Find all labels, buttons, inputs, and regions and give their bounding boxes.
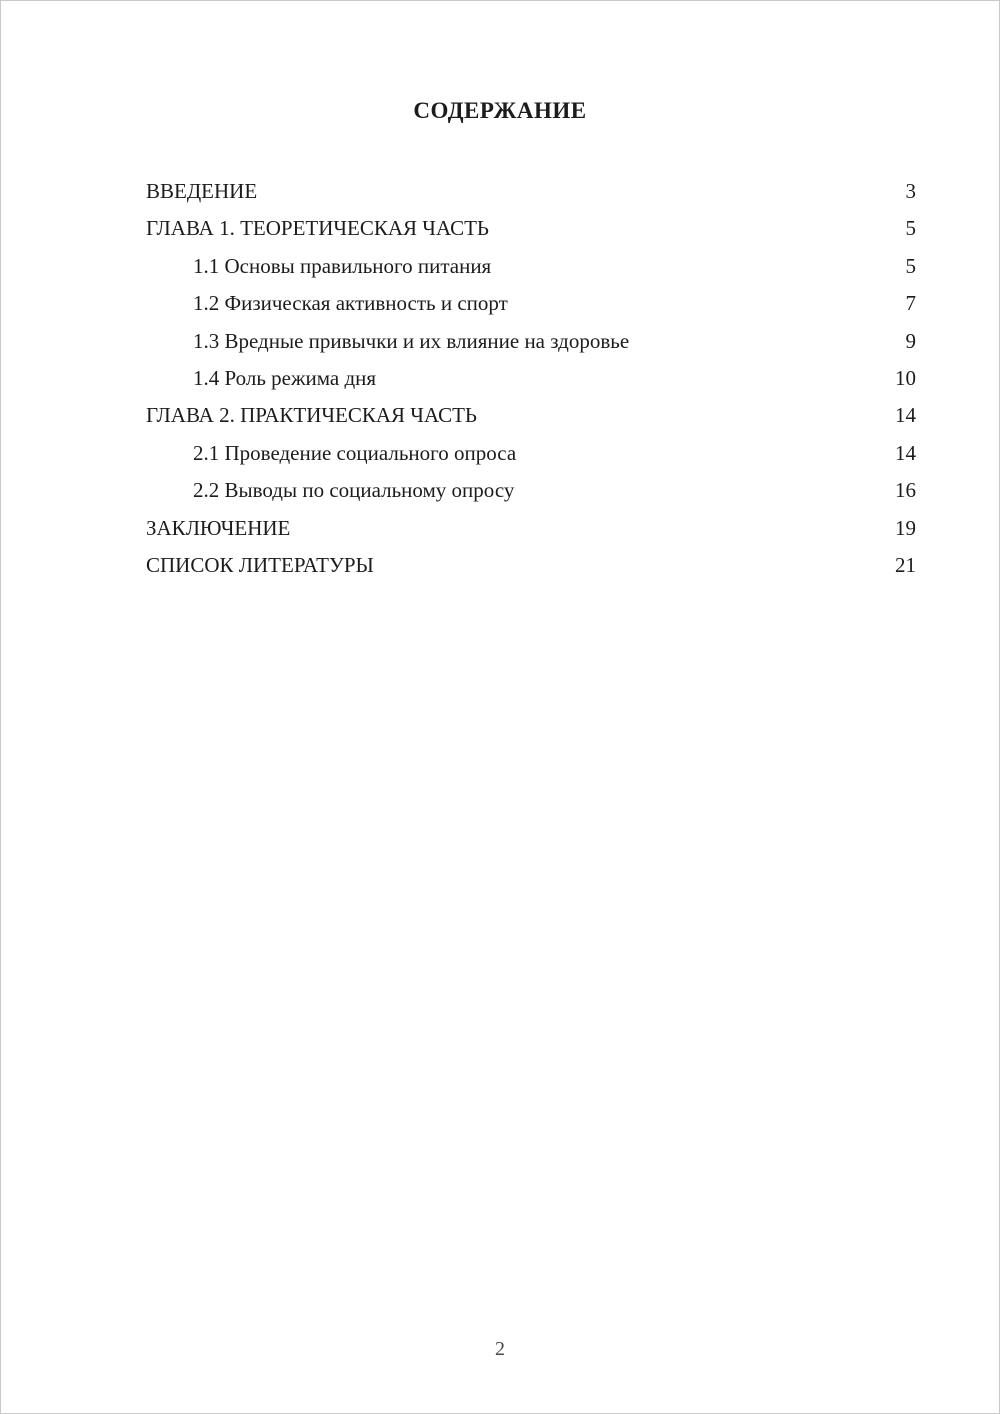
toc-entry-label: 1.1 Основы правильного питания bbox=[193, 253, 492, 278]
toc-entry-label: 2.1 Проведение социального опроса bbox=[193, 440, 517, 465]
toc-row bbox=[146, 397, 916, 434]
toc-row bbox=[146, 510, 916, 547]
toc-row bbox=[146, 360, 916, 397]
toc-row bbox=[146, 210, 916, 247]
toc-list bbox=[146, 173, 916, 584]
toc-entry-page: 19 bbox=[895, 515, 916, 540]
toc-entry-page: 21 bbox=[895, 553, 916, 578]
toc-entry-label: СПИСОК ЛИТЕРАТУРЫ bbox=[146, 553, 374, 578]
toc-entry-page: 10 bbox=[895, 366, 916, 391]
toc-row bbox=[146, 248, 916, 285]
toc-row bbox=[146, 323, 916, 360]
toc-entry-label: 1.4 Роль режима дня bbox=[193, 366, 377, 391]
toc-entry-label: 1.2 Физическая активность и спорт bbox=[193, 291, 508, 316]
toc-entry-page: 16 bbox=[895, 478, 916, 503]
toc-entry-page: 7 bbox=[905, 291, 916, 316]
toc-row bbox=[146, 173, 916, 210]
toc-entry-label: ГЛАВА 2. ПРАКТИЧЕСКАЯ ЧАСТЬ bbox=[146, 403, 477, 428]
toc-entry-page: 5 bbox=[905, 253, 916, 278]
toc-entry-page: 5 bbox=[905, 216, 916, 241]
toc-entry-page: 14 bbox=[895, 440, 916, 465]
toc-row bbox=[146, 435, 916, 472]
toc-row bbox=[146, 285, 916, 322]
page-title: СОДЕРЖАНИЕ bbox=[413, 98, 587, 123]
toc-entry-label: 2.2 Выводы по социальному опросу bbox=[193, 478, 515, 503]
toc-entry-page: 14 bbox=[895, 403, 916, 428]
toc-entry-page: 9 bbox=[905, 328, 916, 353]
toc-row bbox=[146, 547, 916, 584]
toc-entry-label: ЗАКЛЮЧЕНИЕ bbox=[146, 515, 291, 540]
toc-entry-page: 3 bbox=[905, 179, 916, 203]
toc-row bbox=[146, 472, 916, 509]
toc-entry-label: ВВЕДЕНИЕ bbox=[146, 179, 258, 203]
footer-page-number: 2 bbox=[495, 1338, 505, 1360]
toc-entry-label: ГЛАВА 1. ТЕОРЕТИЧЕСКАЯ ЧАСТЬ bbox=[146, 216, 489, 241]
toc-entry-label: 1.3 Вредные привычки и их влияние на здоровье bbox=[193, 328, 630, 353]
